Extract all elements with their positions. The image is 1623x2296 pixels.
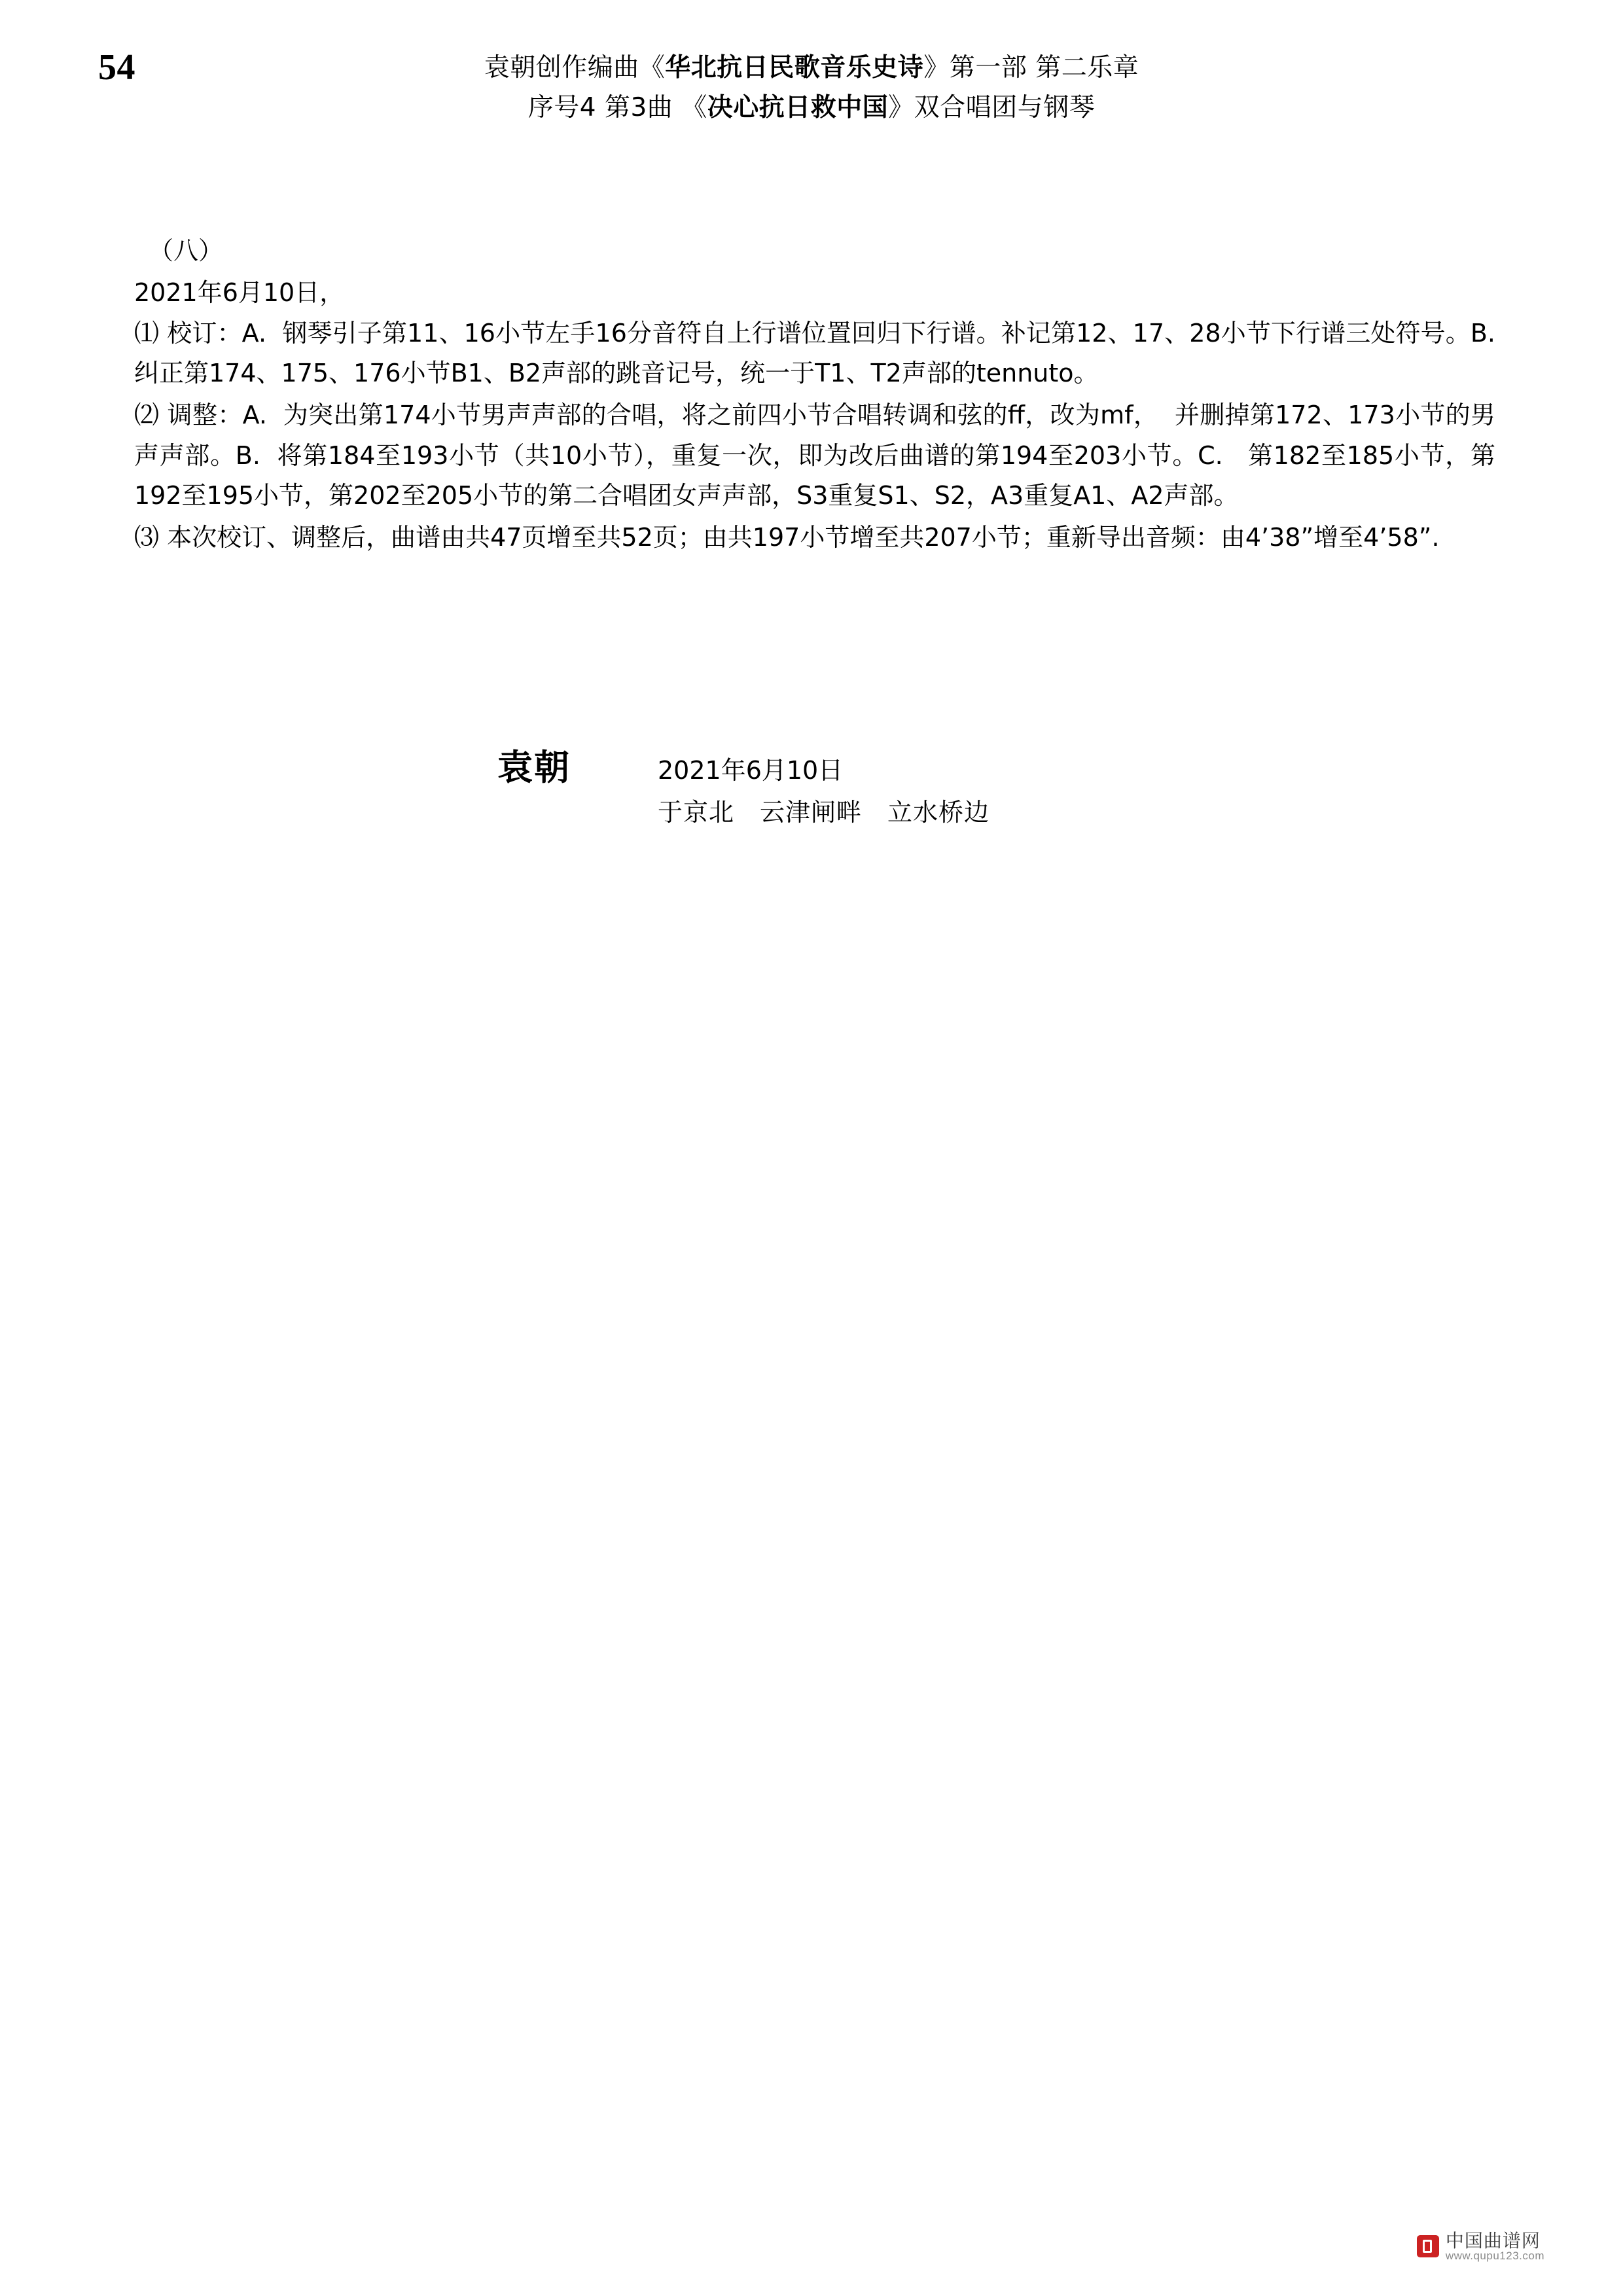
header-line2-suffix: 》双合唱团与钢琴: [888, 92, 1096, 122]
signature-name: 袁朝: [497, 747, 571, 788]
document-body: [134, 232, 1512, 558]
header-line-1: [0, 47, 1623, 88]
header-line1-work-title: 华北抗日民歌音乐史诗: [665, 53, 924, 82]
signature-place: 于京北 云津闸畔 立水桥边: [658, 798, 990, 827]
page-number: 54: [98, 47, 135, 88]
site-logo-icon: [1417, 2235, 1439, 2257]
section-label: （八）: [149, 236, 224, 265]
header-line-2: [0, 91, 1623, 126]
document-header: [0, 47, 1623, 125]
header-line2-prefix: 序号4 第3曲 《: [527, 92, 707, 122]
site-watermark: [1417, 2231, 1544, 2262]
header-line2-song-title: 决心抗日救中国: [707, 92, 889, 122]
paragraph-3: ⑶ 本次校订、调整后，曲谱由共47页增至共52页；由共197小节增至共207小节；重新导出音频：由4’38”增至4’58”.: [134, 522, 1440, 552]
paragraph-1: ⑴ 校订：A. 钢琴引子第11、16小节左手16分音符自上行谱位置回归下行谱。补记第12、17、28小节下行谱三处符号。B. 纠正第174、175、176小节B1、B2声部的跳音记号，统一于T1、T2声部的tennuto。: [134, 318, 1512, 388]
signature-date: 2021年6月10日: [658, 756, 844, 785]
paragraph-2: ⑵ 调整：A. 为突出第174小节男声声部的合唱，将之前四小节合唱转调和弦的ff，改为mf， 并删掉第172、173小节的男声声部。B. 将第184至193小节（共10小节），重复一次，即为改后曲谱的第194至203小节。C. 第182至185小节，第192至195小节，第202至205小节的第二合唱团女声声部，S3重复S1、S2，A3重复A1、A2声部。: [134, 400, 1495, 511]
site-name: 中国曲谱网: [1445, 2229, 1541, 2251]
site-watermark-text: [1446, 2231, 1544, 2262]
entry-date: 2021年6月10日，: [134, 278, 345, 307]
site-url: www.qupu123.com: [1445, 2250, 1544, 2263]
header-line1-suffix: 》第一部 第二乐章: [923, 53, 1139, 82]
header-line1-prefix: 袁朝创作编曲《: [484, 53, 666, 82]
